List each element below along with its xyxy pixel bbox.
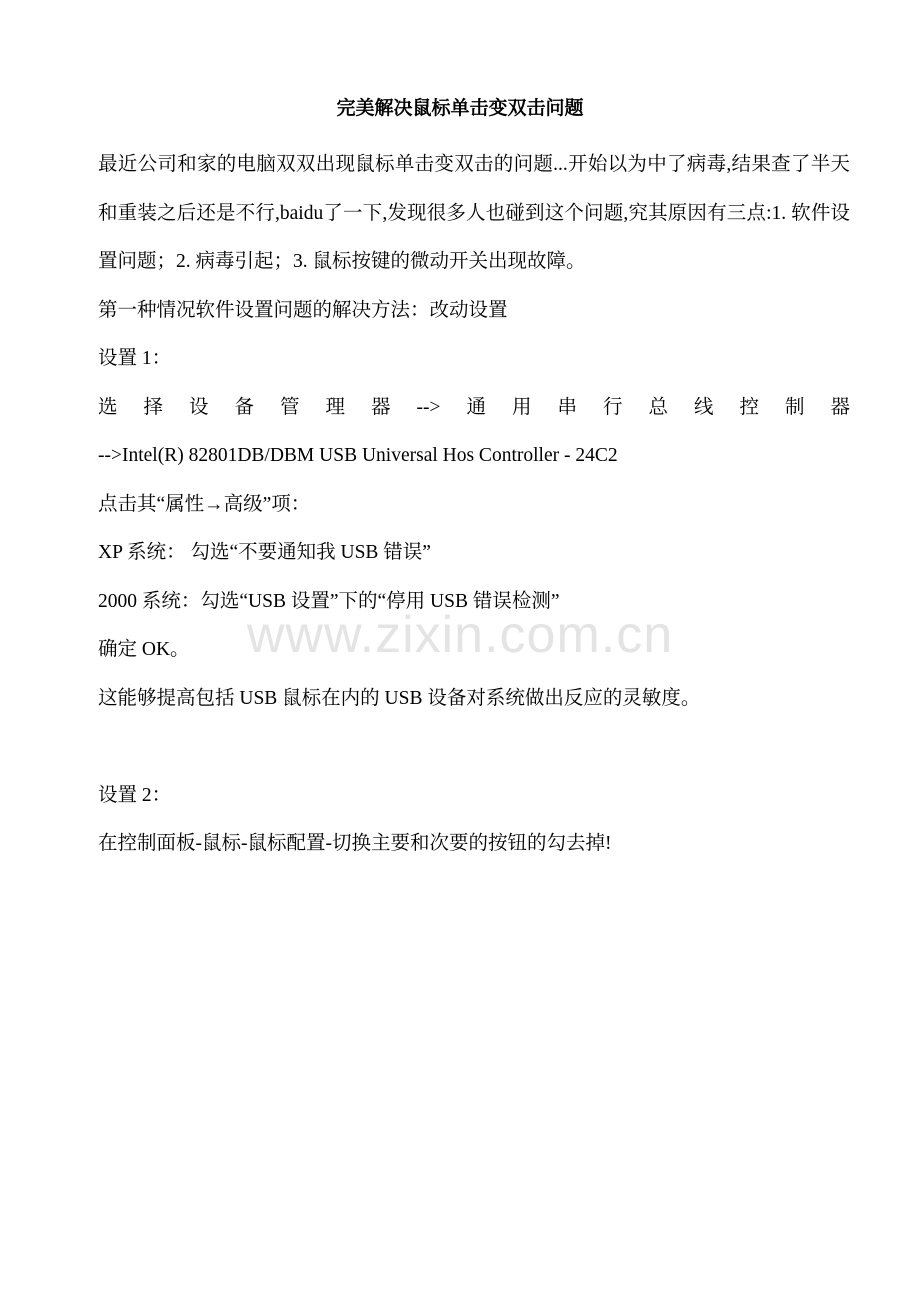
device-path-char: 理: [325, 396, 346, 418]
device-path-char: 线: [693, 396, 714, 418]
device-path-char: 管: [280, 396, 300, 418]
device-path-char: 备: [234, 396, 255, 418]
setting-2-label: 设置 2：: [98, 784, 172, 806]
confirm-line: 确定 OK。: [98, 639, 190, 660]
blank-line: [98, 723, 850, 772]
device-path-char: 制: [784, 396, 805, 418]
device-path-char: 器: [371, 396, 391, 418]
document-body: [98, 141, 850, 869]
device-path-char: 器: [830, 396, 850, 418]
device-path-line-2: -->Intel(R) 82801DB/DBM USB Universal Hos Controller - 24C2: [98, 445, 618, 466]
setting-2-instruction: 在控制面板-鼠标-鼠标配置-切换主要和次要的按钮的勾去掉!: [98, 833, 612, 854]
device-path-char: 用: [511, 396, 532, 418]
xp-instruction: XP 系统： 勾选“不要通知我 USB 错误”: [98, 542, 431, 563]
watermark: www.zixin.com.cn: [246, 606, 674, 664]
setting-1-label: 设置 1：: [98, 348, 172, 369]
device-path-char: 择: [143, 396, 164, 418]
win2000-instruction: 2000 系统：勾选“USB 设置”下的“停用 USB 错误检测”: [98, 590, 560, 612]
device-path-char: -->: [416, 396, 441, 418]
device-path-char: 行: [602, 396, 623, 418]
intro-paragraph: 最近公司和家的电脑双双出现鼠标单击变双击的问题...开始以为中了病毒,结果查了半天和重装之后还是不行,baidu了一下,发现很多人也碰到这个问题,究其原因有三点:1. 软件设置问题；2. 病毒引起；3. 鼠标按键的微动开关出现故障。: [98, 154, 850, 272]
device-path-char: 总: [648, 396, 668, 418]
device-path-char: 设: [189, 396, 209, 418]
device-path-char: 通: [466, 396, 486, 418]
document-title: 完美解决鼠标单击变双击问题: [336, 98, 584, 119]
device-path-char: 控: [739, 396, 759, 418]
device-path-line: [98, 384, 850, 433]
method-heading: 第一种情况软件设置问题的解决方法：改动设置: [98, 299, 508, 321]
click-instruction: 点击其“属性→高级”项：: [98, 493, 311, 515]
device-path-char: 串: [557, 396, 577, 418]
effect-line: 这能够提高包括 USB 鼠标在内的 USB 设备对系统做出反应的灵敏度。: [98, 687, 701, 709]
device-path-char: 选: [98, 396, 118, 418]
